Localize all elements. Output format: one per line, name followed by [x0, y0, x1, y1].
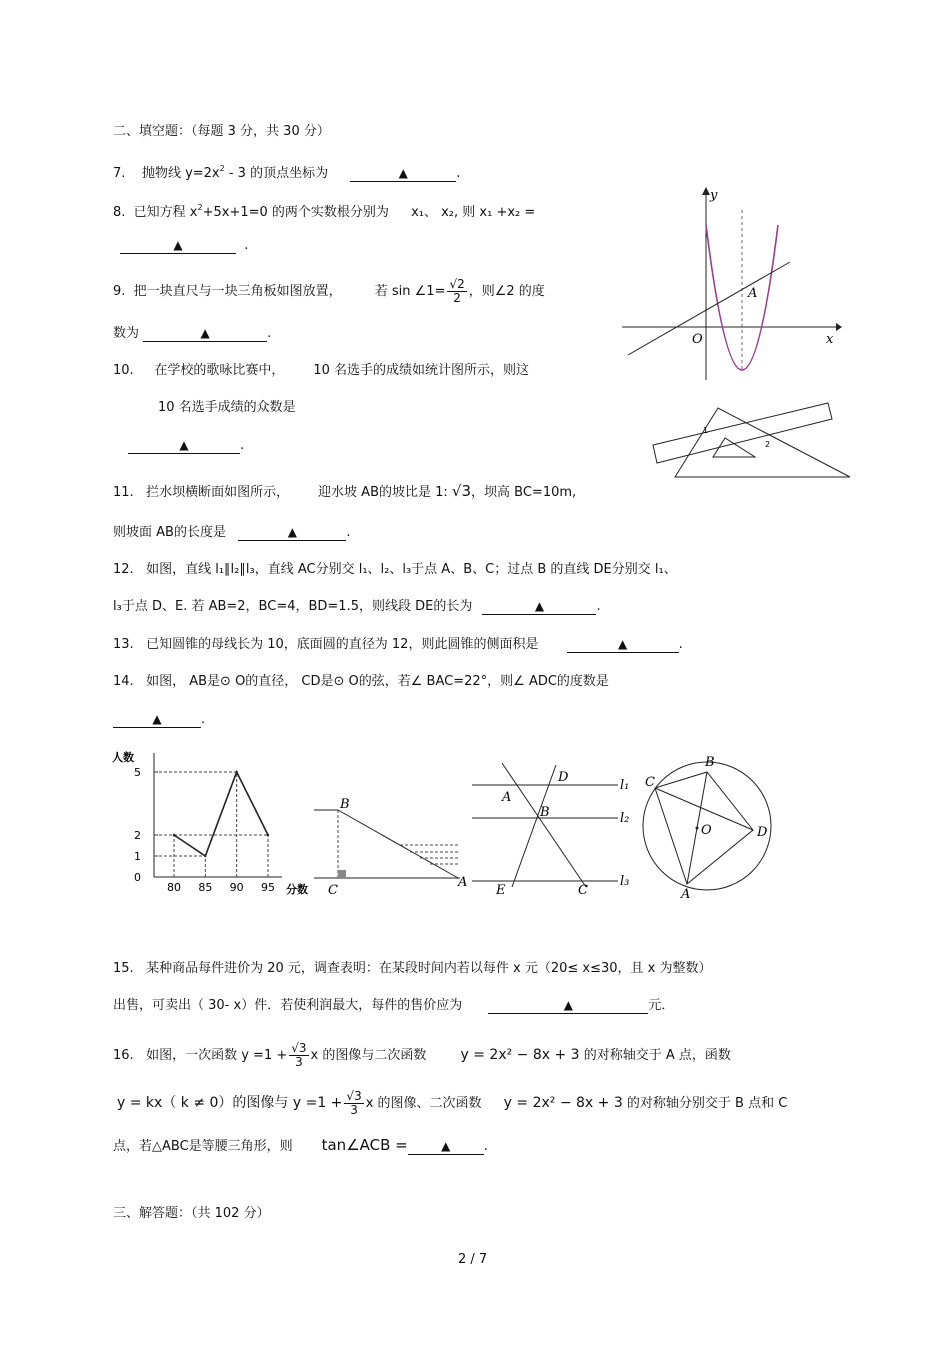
q16-line2-b: x 的图像、二次函数 — [365, 1096, 482, 1111]
q15-end: 元． — [648, 998, 675, 1013]
q12-line2: l₃于点 D、E. 若 AB=2，BC=4，BD=1.5，则线段 DE的长为 — [113, 599, 473, 614]
label-l3: l₃ — [620, 874, 630, 889]
q9-text-b: 若 sin ∠1= — [374, 284, 446, 299]
question-15 — [113, 961, 712, 977]
q9-answer-line — [113, 326, 271, 342]
point-e-label: E — [496, 883, 506, 898]
question-13 — [113, 637, 683, 653]
right-angle-icon — [338, 870, 346, 878]
question-14 — [113, 674, 609, 690]
q11-line2: 则坡面 AB的长度是 — [113, 525, 226, 540]
q11-end: . — [346, 525, 351, 540]
q13-text: 已知圆锥的母线长为 10，底面圆的直径为 12，则此圆锥的侧面积是 — [146, 637, 539, 652]
y-axis-arrow-icon — [702, 187, 710, 195]
q7-exponent: 2 — [219, 164, 225, 173]
q9-end: . — [267, 326, 272, 341]
q9-text: 把一块直尺与一块三角板如图放置， — [133, 284, 342, 299]
q9-number: 9. — [113, 284, 126, 299]
q15-text: 某种商品每件进价为 20 元，调查表明：在某段时间内若以每件 x 元（20≤ x≤30，且 x 为整数） — [146, 961, 712, 976]
q16-frac-den-2: 3 — [350, 1103, 358, 1117]
parabola-figure — [618, 185, 843, 385]
q14-end: . — [201, 712, 206, 727]
q15-number: 15. — [113, 961, 134, 976]
q14-text: 如图， AB是⊙ O的直径， CD是⊙ O的弦，若∠ BAC=22°，则∠ ADC的度数是 — [146, 674, 609, 689]
q9-frac-den: 2 — [453, 291, 461, 305]
angle-1-label: 1 — [703, 426, 709, 435]
point-a-label: A — [502, 790, 512, 805]
q10-end: . — [240, 438, 245, 453]
answer-blank[interactable] — [120, 238, 236, 254]
x-tick-label: 90 — [229, 881, 244, 894]
y-tick-label: 5 — [134, 766, 141, 779]
q7-text-b: - 3 的顶点坐标为 — [228, 166, 329, 181]
q11-number: 11. — [113, 485, 134, 500]
point-b-label: B — [540, 805, 550, 820]
data-point — [173, 834, 175, 836]
q8-text-b: +5x+1=0 的两个实数根分别为 — [202, 205, 389, 220]
point-d-label: D — [558, 770, 569, 785]
x-axis-arrow-icon — [836, 323, 842, 331]
q16-line2-a: y = kx（ k ≠ 0）的图像与 y =1 + — [117, 1095, 343, 1111]
q8-exponent: 2 — [197, 203, 203, 212]
q16-text-b: x 的图像与二次函数 — [310, 1048, 427, 1063]
q7-text: 抛物线 y=2x — [141, 166, 220, 181]
q7-end: . — [456, 166, 461, 181]
y-tick-label: 1 — [134, 850, 141, 863]
triangle-mark-icon: ▲ — [173, 238, 183, 252]
angle-2-label: 2 — [765, 440, 771, 449]
q16-text-c: 的对称轴交于 A 点，函数 — [583, 1048, 731, 1063]
q11-answer-line — [113, 525, 351, 541]
stats-chart — [110, 745, 320, 900]
question-12 — [113, 562, 677, 578]
q16-frac-den: 3 — [295, 1055, 303, 1069]
triangle-mark-icon: ▲ — [152, 712, 162, 726]
question-11 — [113, 483, 576, 501]
triangle-mark-icon: ▲ — [287, 525, 297, 539]
q8-number: 8. — [113, 205, 126, 220]
q15-line2: 出售，可卖出（ 30- x）件．若使利润最大，每件的售价应为 — [113, 998, 463, 1013]
x-tick-label: 85 — [198, 881, 213, 894]
answer-blank[interactable] — [113, 712, 201, 728]
chart-x-title: 分数 — [286, 883, 308, 896]
answer-blank[interactable] — [567, 637, 679, 653]
y-tick-label: 0 — [134, 871, 141, 884]
center-dot — [696, 827, 699, 830]
q10-line2: 10 名选手成绩的众数是 — [158, 400, 296, 415]
triangle-mark-icon: ▲ — [563, 998, 573, 1012]
q16-number: 16. — [113, 1048, 134, 1063]
q12-number: 12. — [113, 562, 134, 577]
line-de — [512, 765, 556, 887]
label-l1: l₁ — [620, 778, 630, 793]
triangle-mark-icon: ▲ — [398, 166, 408, 180]
question-10 — [113, 363, 529, 379]
q12-text: 如图，直线 l₁∥l₂∥l₃，直线 AC分别交 l₁、l₂、l₃于点 A、B、C；过点 B 的直线 DE分别交 l₁、 — [146, 562, 677, 577]
q14-number: 14. — [113, 674, 134, 689]
q16-quadratic-2: y = 2x² − 8x + 3 — [503, 1095, 623, 1111]
x-label: x — [826, 332, 834, 347]
q16-text: 如图，一次函数 y =1 + — [146, 1048, 288, 1063]
q12-answer-line — [113, 599, 601, 615]
q11-sqrt: √3 — [451, 482, 472, 500]
answer-blank[interactable] — [408, 1139, 484, 1155]
inner-triangle — [713, 438, 755, 457]
point-c-label: C — [328, 883, 338, 898]
answer-blank[interactable] — [238, 525, 346, 541]
label-l2: l₂ — [620, 811, 630, 826]
q8-end: . — [244, 238, 249, 253]
point-c-label: C — [578, 883, 588, 898]
triangle-mark-icon: ▲ — [200, 326, 210, 340]
q14-answer-line — [113, 712, 205, 728]
triangle-mark-icon: ▲ — [179, 438, 189, 452]
q16-line2 — [117, 1088, 787, 1119]
y-label: y — [710, 188, 718, 203]
q10-text-b: 10 名选手的成绩如统计图所示，则这 — [313, 363, 529, 378]
question-7 — [113, 161, 460, 182]
point-a-label: A — [681, 887, 691, 900]
q8-answer-line — [120, 238, 248, 254]
q13-number: 13. — [113, 637, 134, 652]
q16-end: . — [483, 1139, 488, 1154]
answer-blank[interactable] — [143, 326, 267, 342]
q8-roots: x₁、 x₂, 则 x₁ +x₂ = — [411, 205, 536, 220]
q16-frac-num: √3 — [291, 1041, 307, 1055]
q9-fraction — [447, 278, 466, 305]
dam-figure — [310, 790, 480, 900]
data-point — [204, 855, 206, 857]
q12-end: . — [596, 599, 601, 614]
ruler-triangle-figure — [645, 395, 855, 490]
q9-text-c: ，则∠2 的度 — [468, 284, 545, 299]
chart-y-title: 人数 — [112, 751, 134, 764]
x-tick-label: 80 — [167, 881, 181, 894]
data-point — [267, 834, 269, 836]
point-a-label: A — [748, 286, 758, 301]
answer-blank[interactable] — [350, 166, 456, 182]
q13-end: . — [678, 637, 683, 652]
line-ac — [502, 763, 586, 887]
q16-line3 — [113, 1137, 488, 1155]
q10-text: 在学校的歌咏比赛中， — [154, 363, 285, 378]
q16-fraction — [289, 1042, 308, 1069]
question-9 — [113, 278, 545, 305]
point-b-label: B — [340, 797, 350, 812]
q10-number: 10. — [113, 363, 134, 378]
answer-blank[interactable] — [128, 438, 240, 454]
q8-text: 已知方程 x — [133, 205, 198, 220]
point-d-label: D — [757, 825, 768, 840]
triangle-mark-icon: ▲ — [617, 637, 628, 651]
triangle-mark-icon: ▲ — [534, 599, 545, 613]
y-tick-label: 2 — [134, 829, 141, 842]
point-o-label: O — [701, 823, 712, 838]
x-tick-label: 95 — [261, 881, 275, 894]
q7-number: 7. — [113, 166, 126, 181]
q10-answer-line — [128, 438, 244, 454]
section-title: 二、填空题：（每题 3 分，共 30 分） — [113, 124, 330, 139]
q15-answer-line — [113, 998, 674, 1014]
parallel-lines-figure — [468, 763, 638, 898]
point-a-label: A — [458, 875, 468, 890]
triangle-mark-icon: ▲ — [441, 1139, 451, 1153]
data-line — [174, 772, 268, 856]
point-b-label: B — [705, 755, 715, 770]
q16-line2-c: 的对称轴分别交于 B 点和 C — [626, 1096, 788, 1111]
q9-frac-num: √2 — [449, 277, 465, 291]
q16-fraction-2 — [344, 1090, 363, 1117]
question-8 — [113, 200, 535, 221]
q9-line2: 数为 — [113, 326, 140, 341]
origin-label: O — [692, 332, 703, 347]
data-point — [235, 771, 237, 773]
answer-blank[interactable] — [488, 998, 648, 1014]
q16-line3-text: 点，若△ABC是等腰三角形，则 — [113, 1139, 293, 1154]
page-number: 2 / 7 — [458, 1252, 488, 1267]
chart-marks — [134, 766, 275, 894]
circle-figure — [635, 752, 780, 900]
q16-tan: tan∠ACB = — [321, 1136, 408, 1154]
question-16 — [113, 1040, 731, 1071]
point-c-label: C — [645, 775, 655, 790]
q11-text: 拦水坝横断面如图所示， — [146, 485, 290, 500]
section-title-3: 三、解答题：（共 102 分） — [113, 1206, 270, 1221]
answer-blank[interactable] — [482, 599, 596, 615]
q11-text-b: 迎水坡 AB的坡比是 1: — [318, 485, 448, 500]
dam-slope — [338, 810, 458, 878]
q16-frac-num-2: √3 — [346, 1089, 362, 1103]
q11-text-c: ，坝高 BC=10m, — [471, 485, 577, 500]
q16-quadratic: y = 2x² − 8x + 3 — [460, 1047, 580, 1063]
